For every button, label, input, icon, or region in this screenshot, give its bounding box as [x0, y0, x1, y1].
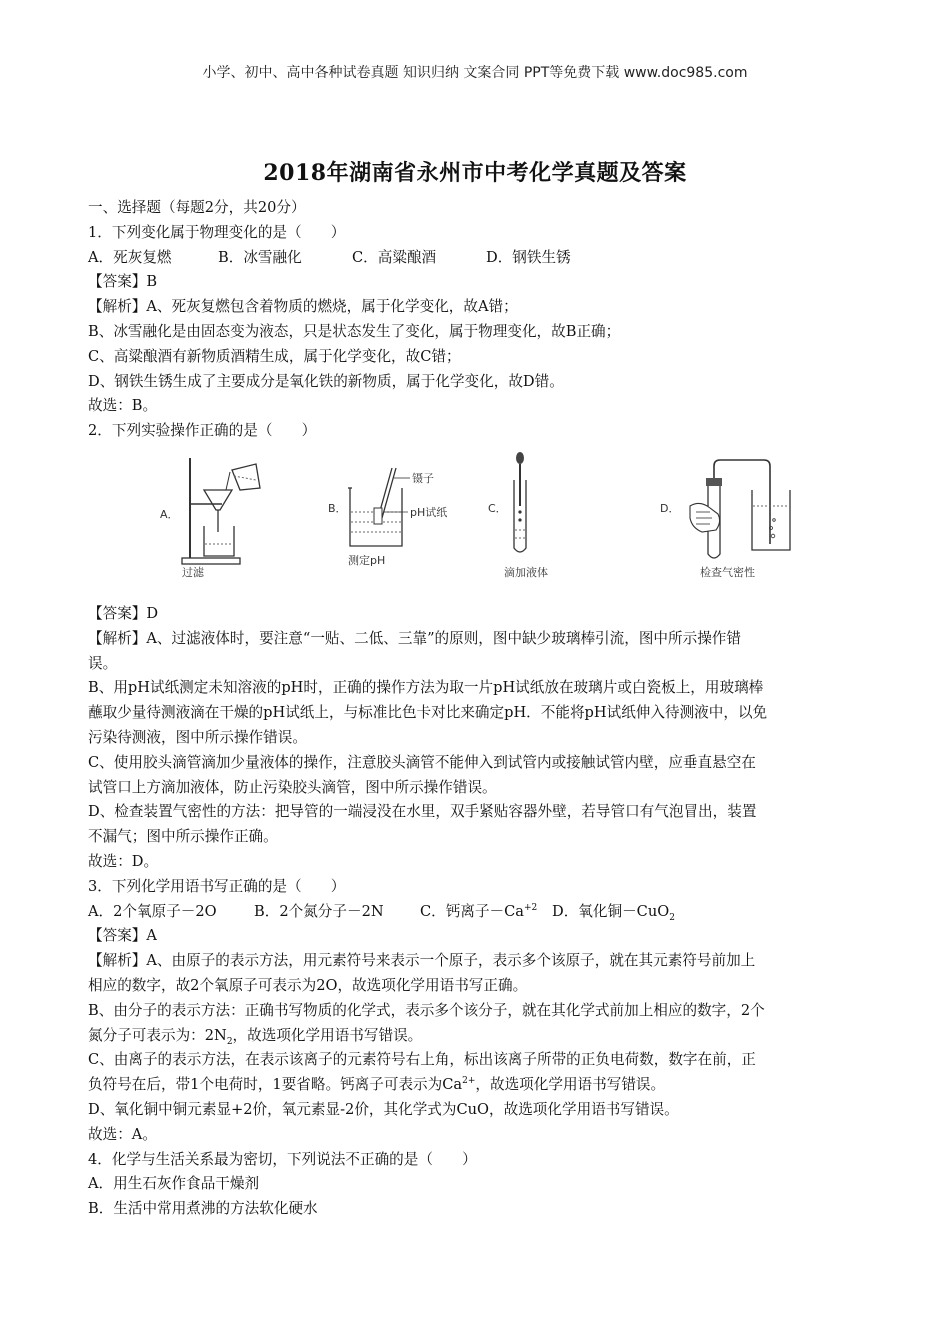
q1-answer: 【答案】B [88, 273, 158, 291]
q3-option-d-subscript: 2 [669, 912, 675, 923]
figure-a-letter: A． [160, 507, 179, 521]
q1-conclusion: 故选：B。 [88, 397, 158, 415]
q3-line6-tail: ，故选项化学用语书写错误。 [475, 1076, 666, 1094]
q4-option-a: A．用生石灰作食品干燥剂 [88, 1175, 260, 1193]
q1-analysis-line: 【解析】A、死灰复燃包含着物质的燃烧，属于化学变化，故A错； [88, 298, 518, 316]
ph-paper-label: pH试纸 [410, 505, 448, 519]
q2-answer: 【答案】D [88, 604, 159, 622]
q2-analysis-line: 蘸取少量待测液滴在干燥的pH试纸上，与标准比色卡对比来确定pH．不能将pH试纸伸入待测液中，以免 [88, 704, 768, 722]
q2-figures [88, 450, 864, 598]
q1-option-c: C．高粱酿酒 [352, 248, 437, 266]
q3-answer: 【答案】A [88, 927, 157, 945]
airtightness-diagram [660, 450, 800, 578]
ph-test-diagram [328, 450, 468, 578]
q1-stem: 1．下列变化属于物理变化的是（ ） [88, 223, 346, 241]
q3-option-c [420, 900, 552, 925]
q3-analysis-line: D、氧化铜中铜元素显+2价，氧元素显-2价，其化学式为CuO，故选项化学用语书写错误。 [88, 1100, 679, 1118]
q1-option-d: D．钢铁生锈 [486, 248, 571, 266]
q3-line4-tail: ，故选项化学用语书写错误。 [232, 1026, 423, 1044]
q3-option-c-charge: +2 [524, 902, 538, 913]
tweezers-label: 镊子 [412, 471, 434, 485]
q2-analysis-line: 污染待测液，图中所示操作错误。 [88, 728, 307, 746]
q3-option-d [552, 900, 675, 925]
q2-stem: 2．下列实验操作正确的是（ ） [88, 422, 317, 440]
q3-analysis-line [88, 1024, 864, 1049]
q3-line6-text: 负符号在后，带1个电荷时，1要省略。钙离子可表示为Ca [88, 1076, 463, 1094]
figure-c-letter: C． [488, 501, 507, 515]
q3-line4-subscript: 2 [226, 1036, 233, 1047]
q3-analysis-line: C、由离子的表示方法，在表示该离子的元素符号右上角，标出该离子所带的正负电荷数，数字在前，正 [88, 1051, 756, 1069]
q2-analysis-line: 不漏气；图中所示操作正确。 [88, 828, 278, 846]
q1-option-a: A．死灰复燃 [88, 248, 172, 266]
q2-analysis-line: 误。 [88, 654, 118, 672]
q2-analysis-line: C、使用胶头滴管滴加少量液体的操作，注意胶头滴管不能伸入到试管内或接触试管内壁，应垂直悬空在 [88, 753, 756, 771]
q1-analysis-line: C、高粱酿酒有新物质酒精生成，属于化学变化，故C错； [88, 347, 461, 365]
figure-b-caption: 测定pH [348, 553, 386, 567]
q2-analysis-line: 【解析】A、过滤液体时，要注意“一贴、二低、三靠”的原则，图中缺少玻璃棒引流，图中所示操作错 [88, 629, 741, 647]
figure-c-caption: 滴加液体 [504, 565, 548, 579]
q3-line4-text: 氮分子可表示为：2N [88, 1026, 227, 1044]
figure-b-letter: B． [328, 501, 347, 515]
figure-dropper [488, 450, 588, 578]
q4-stem: 4．化学与生活关系最为密切，下列说法不正确的是（ ） [88, 1150, 477, 1168]
document-body [88, 196, 864, 1222]
page-title: 2018年湖南省永州市中考化学真题及答案 [263, 160, 687, 186]
figure-filtration [160, 450, 280, 578]
dropper-diagram [488, 450, 588, 578]
filtration-diagram [160, 450, 280, 578]
q1-analysis-line: B、冰雪融化是由固态变为液态，只是状态发生了变化，属于物理变化，故B正确； [88, 322, 621, 340]
q2-conclusion: 故选：D。 [88, 852, 159, 870]
q3-analysis-line: 相应的数字，故2个氧原子可表示为2O，故选项化学用语书写正确。 [88, 976, 528, 994]
q3-analysis-line [88, 1073, 864, 1098]
q3-analysis-line: B、由分子的表示方法：正确书写物质的化学式，表示多个该分子，就在其化学式前加上相应的数字，2个 [88, 1001, 765, 1019]
q3-conclusion: 故选：A。 [88, 1125, 157, 1143]
q2-analysis-line: B、用pH试纸测定未知溶液的pH时，正确的操作方法为取一片pH试纸放在玻璃片或白瓷板上，用玻璃棒 [88, 679, 764, 697]
figure-ph-test [328, 450, 468, 578]
q1-options [88, 246, 864, 271]
figure-a-caption: 过滤 [182, 565, 204, 579]
q3-options [88, 900, 864, 925]
site-banner: 小学、初中、高中各种试卷真题 知识归纳 文案合同 PPT等免费下载 www.doc985.com [202, 65, 748, 81]
q4-option-b: B．生活中常用煮沸的方法软化硬水 [88, 1200, 318, 1218]
q3-option-c-text: C．钙离子－Ca [420, 902, 525, 920]
q1-analysis-line: D、钢铁生锈生成了主要成分是氧化铁的新物质，属于化学变化，故D错。 [88, 372, 564, 390]
q3-analysis-line: 【解析】A、由原子的表示方法，用元素符号来表示一个原子，表示多个该原子，就在其元素符号前加上 [88, 952, 756, 970]
section-heading: 一、选择题（每题2分，共20分） [88, 199, 306, 216]
q3-stem: 3．下列化学用语书写正确的是（ ） [88, 877, 346, 895]
q3-option-a: A．2个氧原子－2O [88, 902, 217, 920]
figure-d-letter: D． [660, 501, 680, 515]
q1-option-b: B．冰雪融化 [218, 248, 302, 266]
q3-option-b: B．2个氮分子－2N [254, 902, 384, 920]
q3-line6-charge: 2+ [462, 1076, 476, 1087]
figure-airtightness [660, 450, 800, 578]
q3-option-d-text: D．氧化铜－CuO [552, 902, 670, 920]
q2-analysis-line: D、检查装置气密性的方法：把导管的一端浸没在水里，双手紧贴容器外壁，若导管口有气泡冒出，装置 [88, 803, 757, 821]
q2-analysis-line: 试管口上方滴加液体，防止污染胶头滴管，图中所示操作错误。 [88, 778, 497, 796]
figure-d-caption: 检查气密性 [700, 565, 755, 579]
